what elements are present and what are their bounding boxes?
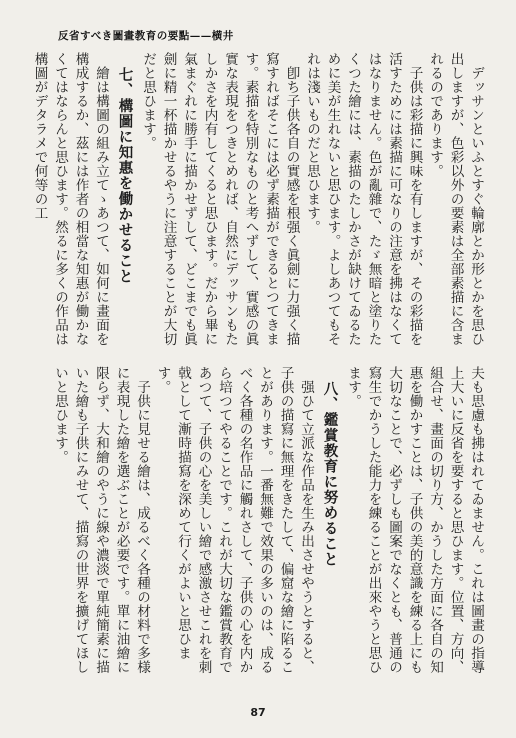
paragraph: 子供は彩描に興味を有しますが、その彩描を活すためには素描に可なりの注意を拂はなくてはなりません。色が亂雜で、たゞ無暗と塗りたくつた繪には、素描のたしかさが缺けてゐるために美が生れないと思ひます。よしあつてもそれは淺いものだと思ひます。	[304, 52, 423, 346]
paragraph: 夫も思慮も拂はれてゐません。これは圖畫の指導上大いに反省を要すると思ひます。位置、方向、組合せ、畫面の切り方、かうした方面に各自の知惠を働かすことは、子供の美的意識を練る上にも大切なことで、必ずしも圖案でなくとも、普通の寫生でかうした能力を練ることが出來やうと思ひます。	[345, 366, 484, 674]
paragraph: 繪は構圖の組み立てゝあつて、如何に畫面を構成するか、茲には作者の相當な知惠が働かなくてはならんと思ひます。然るに多くの作品は構圖がデタラメで何等の工	[31, 52, 109, 346]
paragraph: 子供に見せる繪は、成るべく各種の材料で多様に表現した繪を選ぶことが必要です。單に油繪に限らず、大和繪のやうに線や濃淡で單純簡素に描いた繪も子供にみせて、描寫の世界を擴げてほしいと思ひます。	[52, 366, 150, 674]
paragraph: 强ひて立派な作品を生み出させやうとすると、子供の描寫に無理をきたして、偏窟な繪に陷ることがあります。一番無難で效果の多いのは、成るべく各種の名作品に觸れさして、子供の心を内から培つてやることです。これが大切な鑑賞教育であつて、子供の心を美しい繪で感激させこれを刺戟として漸時描寫を深めて行くがよいと思ひます。	[154, 366, 314, 674]
section-heading-7: 七、構圖に知惠を働かせること	[116, 66, 133, 284]
section-heading-8: 八、鑑賞教育に努めること	[321, 380, 338, 567]
page-number: 87	[250, 706, 266, 719]
paragraph: 卽ち子供各自の實感を根强く眞劍に力强く描寫すればそこには必ず素描ができるとつてきます。素描を特別なものと考へずして、實感の眞實な表現をつきとめれば、自然にデッサンもたしかさを内有してくると思ひます。だから畢に氣まぐれに勝手に描かせずして、どこまでも眞劍に精一杯描かせるやうに注意することが大切だと思ひます。	[140, 52, 300, 346]
paragraph: デッサンといふとすぐ輪廓とか形とかを思ひ出しますが、色彩以外の要素は全部素描に含まれるのであります。	[427, 52, 484, 346]
running-header: 反省すべき圖畫教育の要點——横井	[58, 30, 234, 42]
upper-text-block	[31, 52, 486, 348]
lower-text-block	[46, 366, 486, 684]
